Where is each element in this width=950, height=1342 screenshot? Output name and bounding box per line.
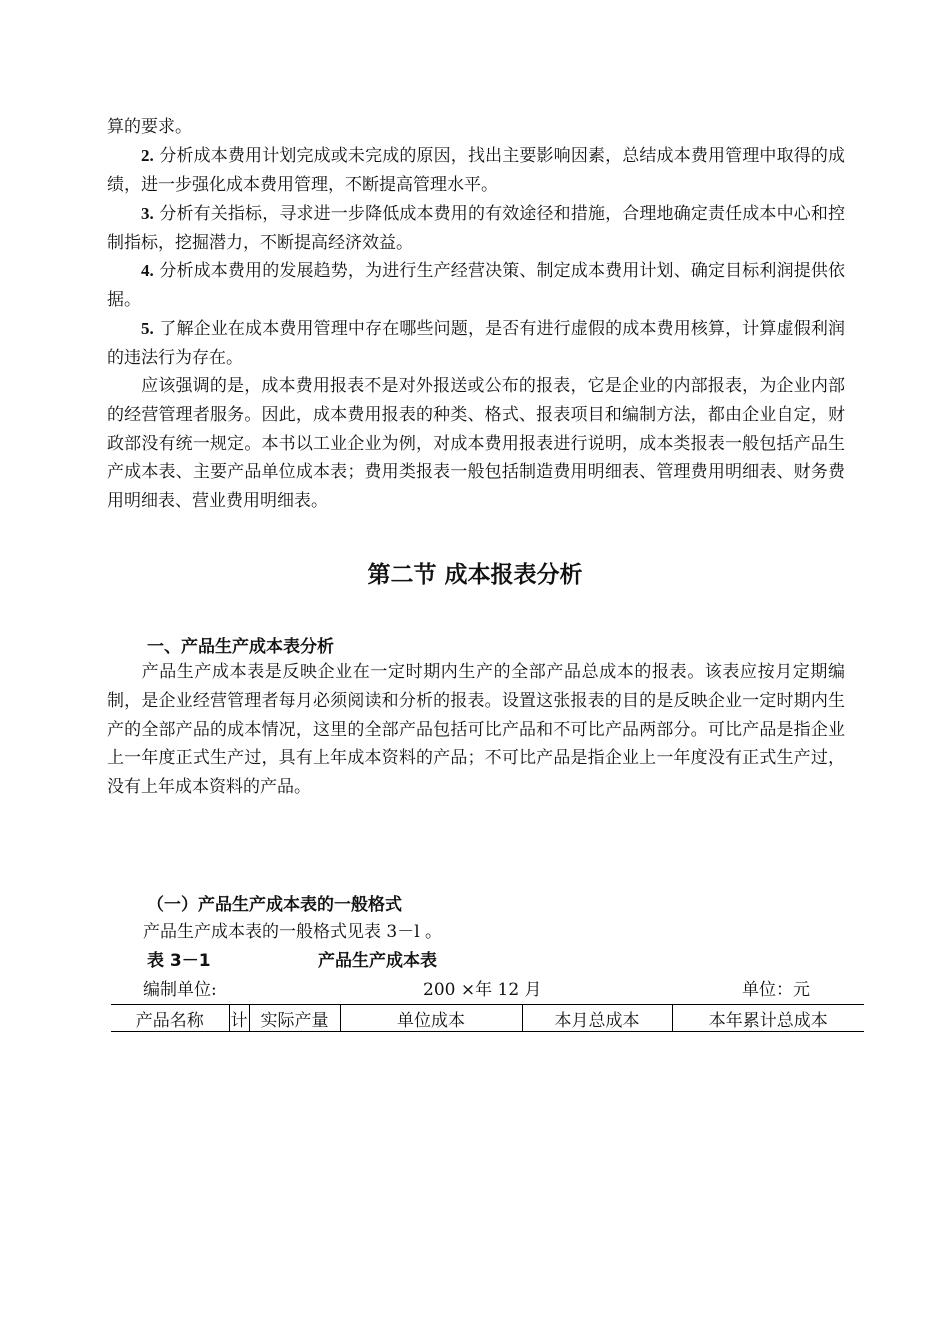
section-title: 第二节 成本报表分析 — [367, 562, 583, 588]
header-monthly-total-cost: 本月总成本 — [522, 1005, 672, 1032]
cost-table — [111, 1004, 864, 1032]
subsection-2-intro: 产品生产成本表的一般格式见表 3－l 。 — [143, 922, 443, 942]
point-number: 2. — [141, 146, 154, 165]
table-caption-number: 表 3－1 — [147, 951, 211, 971]
paragraph-point-4: 4. 分析成本费用的发展趋势，为进行生产经营决策、制定成本费用计划、确定目标利润提供依据。 — [107, 261, 846, 310]
header-unit: 计 — [229, 1005, 249, 1032]
paragraph-point-2: 2. 分析成本费用计划完成或未完成的原因，找出主要影响因素，总结成本费用管理中取得的成绩，进一步强化成本费用管理，不断提高管理水平。 — [107, 146, 846, 195]
point-number: 5. — [141, 319, 154, 338]
table-date: 200 ×年 12 月 — [423, 980, 542, 1000]
header-actual-output: 实际产量 — [249, 1005, 340, 1032]
paragraph-point-3: 3. 分析有关指标，寻求进一步降低成本费用的有效途径和措施，合理地确定责任成本中心和控制指标，挖掘潜力，不断提高经济效益。 — [107, 204, 846, 253]
point-number: 3. — [141, 204, 154, 223]
table-prepared-by-label: 编制单位: — [143, 980, 217, 1000]
header-unit-cost: 单位成本 — [340, 1005, 522, 1032]
table-unit-label: 单位：元 — [742, 980, 810, 1000]
subsection-1-body: 产品生产成本表是反映企业在一定时期内生产的全部产品总成本的报表。该表应按月定期编制，是企业经营管理者每月必须阅读和分析的报表。设置这张报表的目的是反映企业一定时期内生产的全部产品的成本情况，这里的全部产品包括可比产品和不可比产品两部分。可比产品是指企业上一年度正式生产过，具有上年成本资料的产品；不可比产品是指企业上一年度没有正式生产过，没有上年成本资料的产品。 — [107, 662, 845, 798]
subsection-heading-1: 一、产品生产成本表分析 — [147, 637, 334, 657]
header-ytd-total-cost: 本年累计总成本 — [672, 1005, 864, 1032]
table-header-row — [111, 1005, 864, 1032]
paragraph-emphasis: 应该强调的是，成本费用报表不是对外报送或公布的报表，它是企业的内部报表，为企业内部的经营管理者服务。因此，成本费用报表的种类、格式、报表项目和编制方法，都由企业自定，财政部没有统一规定。本书以工业企业为例，对成本费用报表进行说明，成本类报表一般包括产品生产成本表、主要产品单位成本表；费用类报表一般包括制造费用明细表、管理费用明细表、财务费用明细表、营业费用明细表。 — [107, 376, 845, 512]
paragraph-point-5: 5. 了解企业在成本费用管理中存在哪些问题，是否有进行虚假的成本费用核算，计算虚假利润的违法行为存在。 — [107, 319, 846, 368]
point-number: 4. — [141, 261, 154, 280]
header-product-name: 产品名称 — [111, 1005, 229, 1032]
subsection-heading-2: （一）产品生产成本表的一般格式 — [147, 895, 402, 915]
table-caption-title: 产品生产成本表 — [318, 951, 437, 971]
paragraph-continuation: 算的要求。 — [107, 117, 192, 137]
